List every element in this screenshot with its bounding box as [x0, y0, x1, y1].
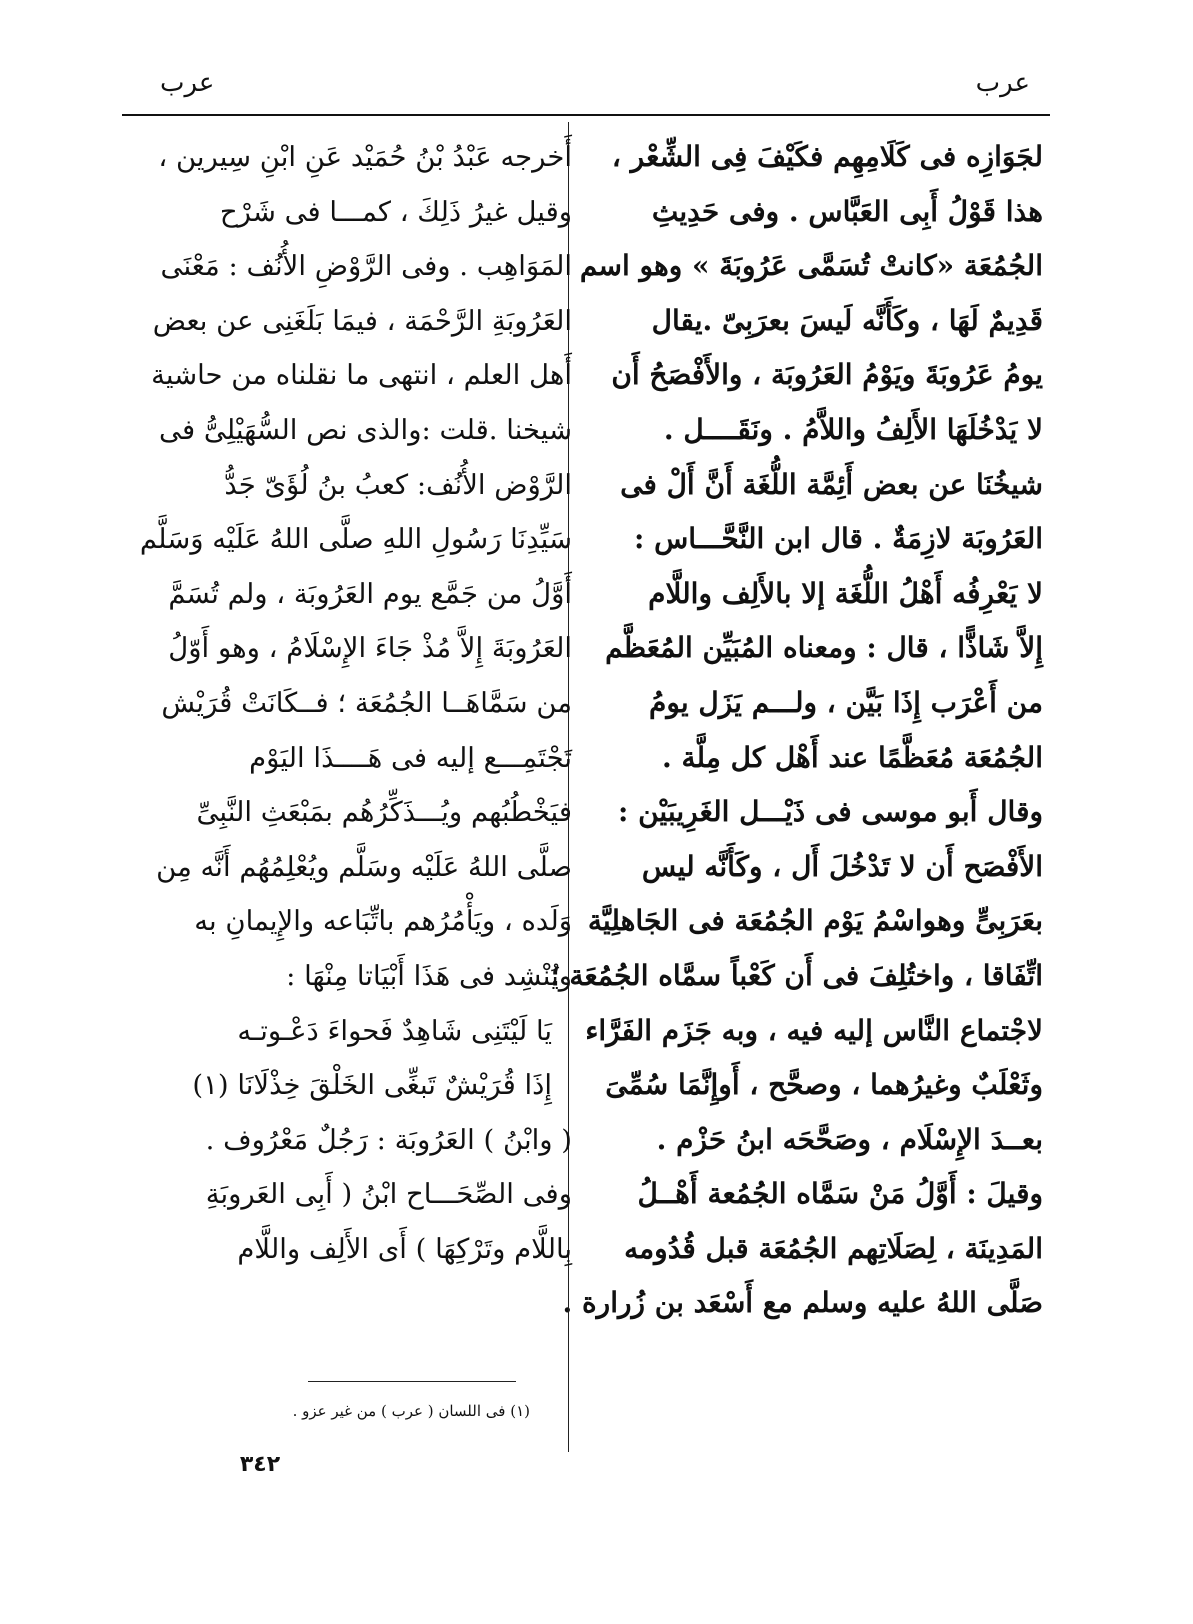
- footnote-rule: [308, 1381, 516, 1382]
- page-header: [120, 68, 1050, 108]
- text-line: أَوَّلُ من جَمَّع يوم العَرُوبَة ، ولم تُسَمَّ: [168, 577, 572, 610]
- text-line: أَخرجه عَبْدُ بْنُ حُمَيْد عَنِ ابْنِ سِيرين ،: [158, 141, 572, 173]
- text-line: اتِّفَاقا ، واختُلِفَ فى أَن كَعْباً سمَّاه الجُمُعَة ؛: [550, 958, 1043, 992]
- page-number: ٣٤٢: [239, 1452, 281, 1477]
- text-line: بعــدَ الإِسْلَام ، وصَحَّحَه ابنُ حَزْم .: [656, 1122, 1043, 1156]
- text-line: الأَفْصَح أَن لا تَدْخُلَ أَل ، وكَأَنَّه ليس: [641, 849, 1043, 883]
- verse-line: إِذَا قُرَيْشٌ تَبغِّى الخَلْقَ خِذْلَانَا (١): [192, 1069, 552, 1102]
- text-line: شيخنا .قلت :والذى نص السُّهَيْلِىُّ فى: [159, 413, 572, 446]
- text-line: العَرُوبَةَ إِلاَّ مُذْ جَاءَ الإِسْلَامُ ، وهو أَوّلُ: [168, 632, 572, 665]
- text-line: وقال أَبو موسى فى ذَيْـــل الغَرِيبَيْن :: [618, 795, 1043, 829]
- footnote: (١) فى اللسان ( عرب ) من غير عزو .: [292, 1402, 530, 1420]
- text-line: من أَعْرَب إِذَا بَيَّن ، ولـــم يَزَل يومُ: [649, 685, 1043, 719]
- text-line: شيخُنَا عن بعض أَئِمَّة اللُّغَة أَنَّ أَلْ فى: [620, 467, 1043, 501]
- text-line: الجُمُعَة «كانتْ تُسَمَّى عَرُوبَةَ » وهو اسم: [579, 249, 1043, 283]
- text-line: قَدِيمٌ لَهَا ، وكَأَنَّه لَيسَ بعرَبِىّ .يقال: [651, 303, 1043, 337]
- text-line: العَرُوبَةِ الرَّحْمَة ، فيمَا بَلَغَنِى عن بعض: [152, 304, 572, 337]
- right-column: [550, 130, 1043, 1470]
- text-line: المَوَاهِب . وفى الرَّوْضِ الأُنُف : مَعْنَى: [160, 250, 572, 283]
- running-head-right: عرب: [975, 68, 1030, 98]
- text-line: وَلَده ، ويَأْمُرُهم باتِّبَاعه والإِيمانِ به: [194, 905, 572, 938]
- text-line: بِاللَّام وتَرْكِهَا ) أَى الأَلِف واللَّام: [237, 1232, 572, 1265]
- header-rule: [122, 114, 1050, 116]
- text-line: ( وابْنُ ) العَرُوبَة : رَجُلٌ مَعْرُوف .: [205, 1123, 572, 1156]
- text-line: لاجْتماع النَّاس إليه فيه ، وبه جَزَم الفَرَّاء: [585, 1013, 1043, 1047]
- text-line: الجُمُعَة مُعَظَّمًا عند أَهْل كل مِلَّة .: [662, 740, 1043, 774]
- running-head-left: عرب: [160, 68, 215, 98]
- text-line: صَلَّى اللهُ عليه وسلم مع أَسْعَد بن زُرارة .: [562, 1286, 1043, 1320]
- text-line: العَرُوبَة لازِمَةٌ . قال ابن النَّحَّـــاس :: [634, 522, 1043, 556]
- text-line: هذا قَوْلُ أَبِى العَبَّاس . وفى حَدِيثِ: [651, 194, 1043, 228]
- text-line: وثَعْلَبٌ وغيرُهما ، وصحَّح ، أَوإِنَّمَا سُمِّىَ: [605, 1068, 1043, 1102]
- text-line: الرَّوْض الأُنُف: كعبُ بنُ لُؤَىّ جَدُّ: [224, 468, 572, 501]
- text-line: المَدِينَة ، لِصَلَاتِهم الجُمُعَة قبل قُدُومه: [624, 1231, 1043, 1265]
- text-line: لا يَعْرِفُه أَهْلُ اللُّغَة إلا بالأَلِف واللَّام: [648, 576, 1043, 610]
- text-line: لا يَدْخُلَهَا الأَلِفُ واللاَّمُ . ونَقَــــل .: [663, 412, 1043, 446]
- text-line: يومُ عَرُوبَةَ ويَوْمُ العَرُوبَة ، والأَفْصَحُ أَن: [611, 358, 1043, 392]
- text-line: وقيلَ : أَوَّلُ مَنْ سَمَّاه الجُمُعة أَهْــلُ: [637, 1177, 1043, 1211]
- text-line: إِلاَّ شَاذًّا ، قال : ومعناه المُبَيِّن المُعَظَّم: [605, 631, 1043, 665]
- text-line: لجَوَازِه فى كَلَامِهِم فكَيْفَ فِى الشِّعْر ،: [611, 140, 1043, 173]
- text-line: فيَخْطُبُهم ويُـــذَكِّرُهُم بمَبْعَثِ النَّبِىِّ: [196, 796, 572, 829]
- text-line: صلَّى اللهُ عَلَيْه وسَلَّم ويُعْلِمُهُم أَنَّه مِن: [156, 850, 572, 883]
- text-line: تَجْتَمِـــع إليه فى هَــــذَا اليَوْم: [249, 741, 572, 774]
- text-line: بعَرَبِىٍّ وهواسْمُ يَوْم الجُمُعَة فى الجَاهلِيَّة: [587, 904, 1043, 938]
- verse-line: يَا لَيْتَنِى شَاهِدٌ فَحواءَ دَعْـوتـه: [237, 1014, 552, 1047]
- text-line: من سَمَّاهَــا الجُمُعَة ؛ فــكَانَتْ قُرَيْش: [161, 686, 572, 719]
- text-line: أَهل العلم ، انتهى ما نقلناه من حاشية: [151, 359, 572, 392]
- text-line: وفى الصِّحَـــاح ابْنُ ( أَبِى العَروبَةِ: [205, 1178, 572, 1211]
- text-line: وقيل غيرُ ذَلِكَ ، كمـــا فى شَرْح: [219, 195, 572, 228]
- left-column: [122, 130, 572, 1470]
- text-line: سَيِّدِنَا رَسُولِ اللهِ صلَّى اللهُ عَلَيْه وَسَلَّم: [139, 523, 572, 556]
- text-line: ويُنْشِد فى هَذَا أَبْيَاتا مِنْهَا :: [286, 959, 572, 992]
